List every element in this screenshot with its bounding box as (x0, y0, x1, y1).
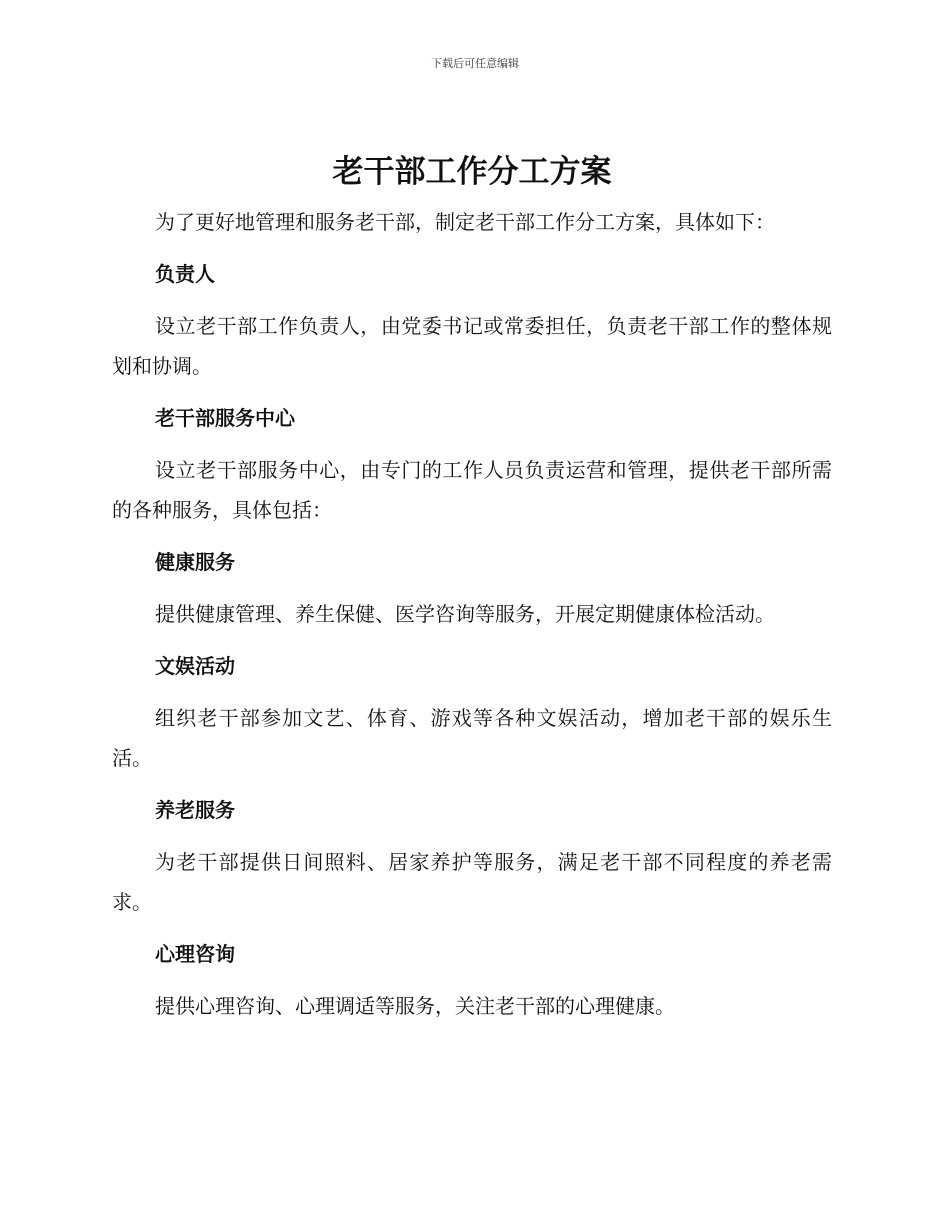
section-text-service-center: 设立老干部服务中心，由专门的工作人员负责运营和管理，提供老干部所需的各种服务，具体包括： (112, 458, 832, 522)
section-heading-elderly-care: 养老服务 (155, 798, 235, 822)
section-text-entertainment: 组织老干部参加文艺、体育、游戏等各种文娱活动，增加老干部的娱乐生活。 (112, 706, 832, 770)
section-text-responsible: 设立老干部工作负责人，由党委书记或常委担任，负责老干部工作的整体规划和协调。 (112, 314, 832, 378)
section-heading-counseling: 心理咨询 (155, 942, 235, 966)
section-heading-service-center: 老干部服务中心 (155, 406, 295, 430)
section-text-counseling: 提供心理咨询、心理调适等服务，关注老干部的心理健康。 (155, 994, 675, 1018)
section-heading-health: 健康服务 (155, 550, 235, 574)
document-body (112, 150, 832, 1038)
document-title: 老干部工作分工方案 (332, 154, 612, 190)
page-header-note: 下载后可任意编辑 (431, 57, 519, 70)
section-text-health: 提供健康管理、养生保健、医学咨询等服务，开展定期健康体检活动。 (155, 602, 775, 626)
section-text-elderly-care: 为老干部提供日间照料、居家养护等服务，满足老干部不同程度的养老需求。 (112, 850, 832, 914)
section-heading-entertainment: 文娱活动 (155, 654, 235, 678)
intro-paragraph: 为了更好地管理和服务老干部，制定老干部工作分工方案，具体如下： (155, 210, 775, 234)
section-heading-responsible: 负责人 (155, 262, 215, 286)
